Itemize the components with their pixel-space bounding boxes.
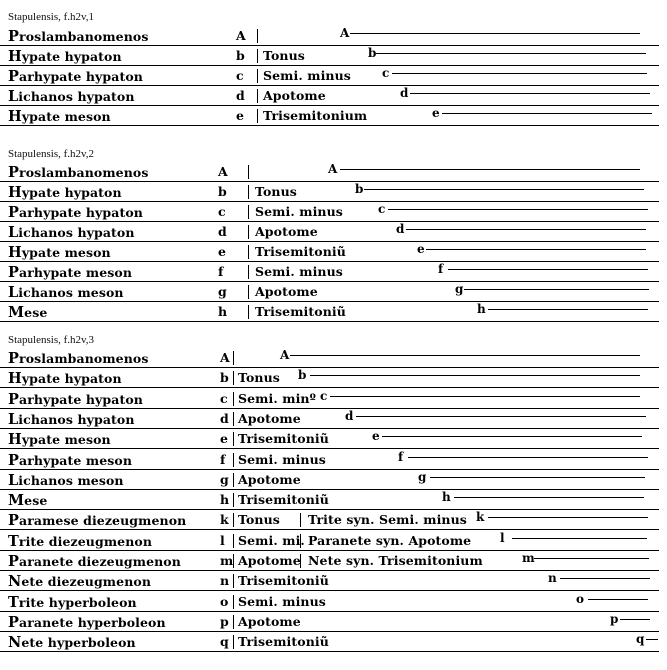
pitch-letter: f (218, 264, 224, 279)
pitch-name: Lichanos meson (8, 471, 124, 489)
scale-row (0, 510, 667, 530)
interval-name: Trisemitonium (263, 108, 368, 123)
interval-letter: h (477, 302, 486, 316)
pitch-letter: m (220, 553, 234, 568)
pitch-name: Trite diezeugmenon (8, 532, 153, 550)
column-divider (248, 265, 249, 279)
interval-line (410, 93, 650, 94)
scale-row (0, 302, 667, 322)
pitch-name: Mese (8, 304, 48, 321)
column-divider (233, 392, 234, 406)
interval-letter: c (320, 388, 328, 403)
scale-row (0, 348, 667, 368)
pitch-name: Parhypate meson (8, 451, 133, 469)
interval-letter: l (500, 530, 505, 545)
figure-title: Stapulensis, f.h2v,3 (8, 334, 95, 346)
pitch-name: Lichanos hypaton (8, 410, 135, 428)
interval-name: Semi. mi. (238, 532, 305, 548)
pitch-letter: k (220, 512, 229, 528)
column-divider (248, 305, 249, 319)
interval-letter: e (417, 242, 425, 256)
column-divider (248, 185, 249, 199)
column-divider (233, 534, 234, 548)
interval-name: Semi. minº (238, 390, 316, 406)
pitch-letter: d (220, 410, 229, 426)
interval-line (376, 53, 646, 54)
scale-row (0, 632, 667, 652)
column-divider (233, 554, 234, 568)
column-divider (233, 513, 234, 527)
figure-title: Stapulensis, f.h2v,2 (8, 148, 95, 160)
interval-letter: e (372, 429, 380, 444)
pitch-letter: g (218, 284, 227, 299)
pitch-name: Lichanos hypaton (8, 88, 135, 105)
pitch-name: Mese (8, 492, 48, 510)
interval-letter: m (522, 551, 535, 565)
interval-letter: g (455, 282, 464, 296)
interval-letter: o (576, 591, 585, 606)
scale-row (0, 222, 667, 242)
pitch-letter: c (220, 390, 228, 406)
row-rule (0, 125, 659, 126)
pitch-letter: A (236, 28, 246, 43)
pitch-letter: c (218, 204, 226, 219)
interval-line (560, 578, 650, 579)
column-divider (257, 29, 258, 43)
scale-row (0, 531, 667, 551)
interval-name: Apotome (238, 613, 301, 629)
pitch-name: Hypate meson (8, 108, 111, 125)
pitch-name: Proslambanomenos (8, 28, 149, 45)
column-divider (233, 615, 234, 629)
column-divider (233, 412, 234, 426)
pitch-name: Hypate meson (8, 431, 111, 449)
interval-letter: f (438, 262, 444, 276)
column-divider (233, 595, 234, 609)
scale-row (0, 551, 667, 571)
column-divider (248, 225, 249, 239)
scale-row (0, 429, 667, 449)
interval-name: Tonus (238, 370, 280, 386)
pitch-name: Trite hyperboleon (8, 593, 137, 611)
interval-letter: q (636, 632, 645, 647)
pitch-letter: o (220, 593, 229, 609)
interval-name: Trisemitoniũ (255, 244, 346, 259)
pitch-letter: A (218, 164, 228, 179)
scale-row (0, 571, 667, 591)
synemmenon-interval: Paranete syn. Apotome (308, 532, 472, 548)
pitch-name: Lichanos meson (8, 284, 124, 301)
pitch-name: Parhypate meson (8, 264, 133, 281)
interval-name: Apotome (263, 88, 326, 103)
interval-name: Tonus (255, 184, 297, 199)
figure-1 (0, 0, 667, 140)
interval-letter: A (340, 26, 350, 40)
row-rule (0, 321, 659, 322)
figure-2 (0, 140, 667, 326)
interval-line (488, 517, 648, 518)
column-divider (233, 635, 234, 649)
interval-line (464, 289, 649, 290)
interval-line (290, 355, 640, 356)
column-divider (233, 473, 234, 487)
interval-line (340, 169, 640, 170)
pitch-letter: f (220, 451, 226, 467)
interval-letter: c (378, 202, 386, 216)
interval-name: Trisemitoniũ (238, 492, 329, 508)
pitch-letter: q (220, 634, 229, 650)
interval-line (426, 249, 646, 250)
interval-name: Semi. minus (238, 593, 326, 609)
interval-line (512, 538, 647, 539)
scale-row (0, 182, 667, 202)
column-divider (233, 351, 234, 365)
pitch-name: Nete hyperboleon (8, 634, 136, 652)
interval-name: Trisemitoniũ (238, 431, 329, 447)
pitch-name: Hypate meson (8, 244, 111, 261)
interval-name: Trisemitoniũ (255, 304, 346, 319)
column-divider (248, 165, 249, 179)
pitch-letter: p (220, 613, 229, 629)
scale-row (0, 409, 667, 429)
scale-row (0, 46, 667, 66)
column-divider (300, 554, 301, 568)
column-divider (257, 109, 258, 123)
pitch-name: Hypate hypaton (8, 184, 122, 201)
interval-line (454, 497, 644, 498)
interval-letter: h (442, 490, 451, 505)
interval-letter: b (368, 46, 377, 60)
interval-line (534, 558, 649, 559)
interval-letter: b (298, 368, 307, 383)
interval-line (588, 599, 648, 600)
interval-name: Apotome (238, 553, 301, 568)
interval-name: Tonus (238, 512, 280, 528)
column-divider (233, 493, 234, 507)
interval-name: Trisemitoniũ (238, 573, 329, 589)
column-divider (300, 513, 301, 527)
interval-name: Semi. minus (263, 68, 351, 83)
interval-letter: A (280, 348, 290, 362)
column-divider (248, 205, 249, 219)
column-divider (257, 69, 258, 83)
interval-line (364, 189, 644, 190)
interval-name: Semi. minus (255, 204, 343, 219)
interval-letter: e (432, 106, 440, 120)
pitch-name: Parhypate hypaton (8, 204, 143, 221)
pitch-letter: l (220, 532, 225, 548)
synemmenon-interval: Nete syn. Trisemitonium (308, 553, 483, 568)
synemmenon-interval: Trite syn. Semi. minus (308, 512, 467, 528)
interval-letter: b (355, 182, 364, 196)
pitch-letter: e (220, 431, 229, 447)
interval-letter: A (328, 162, 338, 176)
pitch-name: Nete diezeugmenon (8, 573, 152, 591)
column-divider (300, 534, 301, 548)
pitch-letter: g (220, 471, 229, 487)
interval-line (646, 639, 658, 640)
interval-name: Semi. minus (238, 451, 326, 467)
column-divider (257, 89, 258, 103)
interval-line (620, 619, 650, 620)
column-divider (233, 574, 234, 588)
interval-letter: f (398, 449, 404, 464)
interval-name: Apotome (255, 224, 318, 239)
interval-letter: k (476, 510, 485, 525)
interval-line (430, 477, 645, 478)
interval-name: Semi. minus (255, 264, 343, 279)
interval-line (406, 229, 646, 230)
scale-row (0, 368, 667, 388)
column-divider (233, 453, 234, 467)
pitch-name: Proslambanomenos (8, 350, 149, 367)
pitch-letter: n (220, 573, 230, 589)
interval-name: Trisemitoniũ (238, 634, 329, 650)
scale-row (0, 162, 667, 182)
interval-letter: n (548, 571, 557, 586)
interval-letter: d (400, 86, 409, 100)
scale-row (0, 490, 667, 510)
interval-line (392, 73, 647, 74)
interval-line (408, 457, 648, 458)
interval-line (356, 416, 646, 417)
pitch-name: Paramese diezeugmenon (8, 512, 187, 530)
scale-row (0, 86, 667, 106)
scale-row (0, 282, 667, 302)
interval-letter: c (382, 66, 390, 80)
interval-letter: d (345, 408, 354, 423)
column-divider (257, 49, 258, 63)
pitch-letter: e (218, 244, 227, 259)
pitch-letter: b (218, 184, 227, 199)
pitch-letter: e (236, 108, 245, 123)
interval-line (350, 33, 640, 34)
scale-row (0, 26, 667, 46)
pitch-letter: h (220, 492, 230, 508)
interval-name: Apotome (255, 284, 318, 299)
figure-3 (0, 326, 667, 670)
pitch-name: Paranete hyperboleon (8, 613, 166, 631)
interval-line (388, 209, 648, 210)
pitch-letter: c (236, 68, 244, 83)
scale-row (0, 202, 667, 222)
row-rule (0, 651, 659, 652)
pitch-letter: b (236, 48, 245, 63)
column-divider (233, 432, 234, 446)
scale-row (0, 262, 667, 282)
interval-line (382, 436, 642, 437)
interval-line (442, 113, 652, 114)
pitch-name: Paranete diezeugmenon (8, 553, 181, 570)
scale-row (0, 389, 667, 409)
scale-row (0, 450, 667, 470)
scale-row (0, 242, 667, 262)
pitch-name: Lichanos hypaton (8, 224, 135, 241)
scale-row (0, 612, 667, 632)
scale-row (0, 66, 667, 86)
interval-name: Apotome (238, 410, 301, 426)
interval-line (310, 375, 640, 376)
figure-title: Stapulensis, f.h2v,1 (8, 11, 95, 23)
pitch-name: Hypate hypaton (8, 48, 122, 65)
column-divider (248, 245, 249, 259)
interval-line (488, 309, 648, 310)
pitch-name: Parhypate hypaton (8, 68, 143, 85)
interval-letter: p (610, 611, 619, 626)
pitch-letter: A (220, 350, 230, 365)
interval-name: Apotome (238, 471, 301, 487)
interval-letter: g (418, 469, 427, 484)
scale-row (0, 106, 667, 126)
interval-name: Tonus (263, 48, 305, 63)
scale-row (0, 592, 667, 612)
interval-line (448, 269, 648, 270)
column-divider (233, 371, 234, 385)
pitch-letter: b (220, 370, 229, 386)
pitch-name: Parhypate hypaton (8, 390, 143, 408)
pitch-name: Proslambanomenos (8, 164, 149, 181)
pitch-name: Hypate hypaton (8, 370, 122, 388)
scale-row (0, 470, 667, 490)
column-divider (248, 285, 249, 299)
interval-line (330, 396, 640, 397)
pitch-letter: d (218, 224, 227, 239)
interval-letter: d (396, 222, 405, 236)
pitch-letter: d (236, 88, 245, 103)
pitch-letter: h (218, 304, 228, 319)
